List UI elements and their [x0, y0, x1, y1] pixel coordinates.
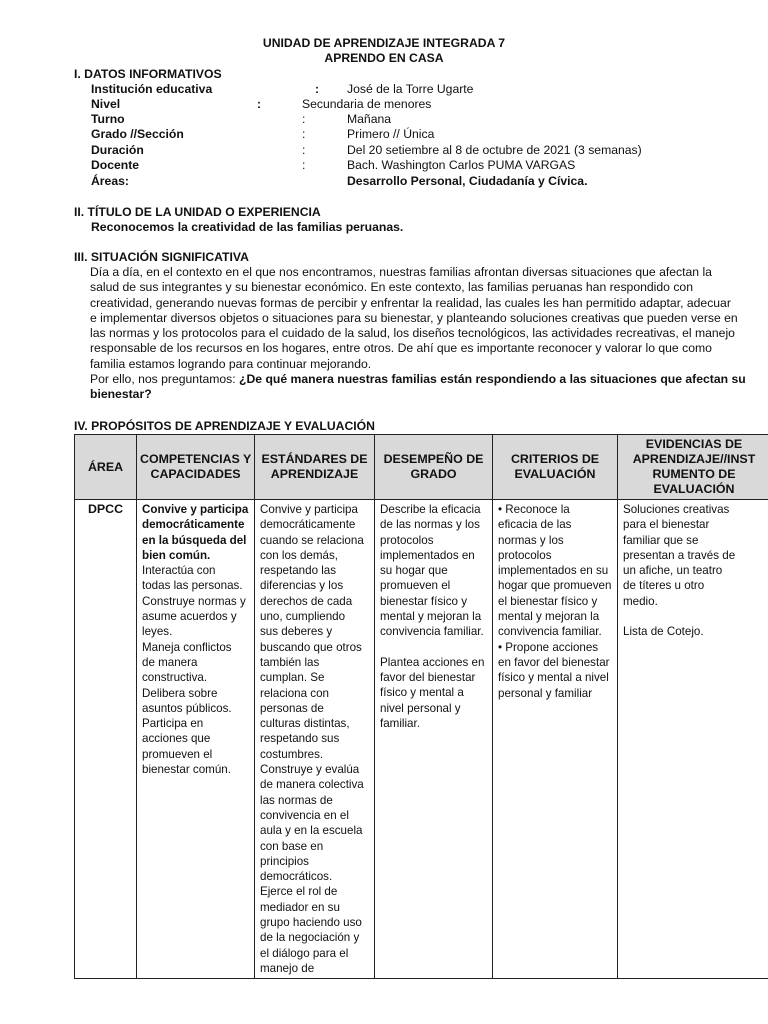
value-grado: Primero // Única	[347, 127, 435, 141]
paragraph-line: creatividad, generando nuevas formas de percibir y enfrentar la realidad, las cuales les han permitido adaptar, adecuar	[90, 295, 731, 310]
text-line: con base en	[260, 839, 324, 853]
text-line: protocolos	[498, 548, 552, 562]
cell-desempeno	[375, 500, 493, 979]
text-line: asume acuerdos y	[142, 610, 237, 624]
table-header-row	[75, 435, 768, 500]
paragraph-line: responsable de los recursos en los hogares, entre otros. De ahí que es importante reconocer y valorar lo que como	[90, 341, 712, 356]
cell-area: DPCC	[75, 500, 137, 979]
text-line: de manera	[142, 655, 198, 669]
text-line: convivencia familiar.	[498, 625, 602, 639]
capacidades-list	[142, 563, 249, 777]
value-institucion: José de la Torre Ugarte	[347, 82, 474, 96]
text-line: físico y mental a	[380, 686, 464, 700]
col-header-competencias	[137, 435, 255, 500]
text-line: GRADO	[410, 467, 457, 481]
text-line: EVALUACIÓN	[514, 467, 596, 481]
paragraph-line: las normas y los protocolos para el cuidado de la salud, los diseños tecnológicos, las actividades recreativas, el manejo	[90, 326, 735, 341]
text-line: democráticos.	[260, 870, 333, 884]
text-line: de las normas y los	[380, 518, 480, 532]
text-line: Describe la eficacia	[380, 503, 481, 516]
colon: :	[302, 127, 306, 141]
text-line: mental y mejoran la	[380, 610, 482, 624]
text-line: respetando sus	[260, 732, 340, 746]
text-line: culturas distintas,	[260, 717, 350, 731]
text-line: RUMENTO DE	[652, 467, 736, 481]
text-line: promueven el	[380, 579, 451, 593]
text-line: familiar que se	[623, 533, 699, 547]
text-line: el diálogo para el	[260, 946, 349, 960]
text-line: leyes.	[142, 625, 173, 639]
text-line: implementados en su	[498, 564, 609, 578]
text-line: APRENDIZAJE//INST	[632, 452, 756, 466]
text-line: EVALUACIÓN	[653, 482, 735, 496]
text-line: personal y familiar	[498, 686, 593, 700]
text-line: también las	[260, 655, 320, 669]
colon: :	[302, 143, 306, 157]
text-line: Convive y participa	[260, 503, 358, 516]
text-line: hogar que promueven	[498, 579, 612, 593]
value-areas: Desarrollo Personal, Ciudadanía y Cívica.	[347, 174, 588, 188]
text-line: Ejerce el rol de	[260, 885, 338, 899]
text-line: respetando las	[260, 564, 337, 578]
text-line: • Reconoce la	[498, 503, 570, 516]
text-line: mental y mejoran la	[498, 610, 600, 624]
learning-purposes-table	[74, 434, 768, 979]
text-line: manejo de	[260, 961, 315, 975]
unit-experience-title: Reconocemos la creatividad de las familias peruanas.	[91, 220, 404, 234]
text-line: bienestar común.	[142, 763, 231, 777]
value-docente: Bach. Washington Carlos PUMA VARGAS	[347, 158, 576, 172]
text-line: costumbres.	[260, 747, 324, 761]
text-line: asuntos públicos.	[142, 701, 232, 715]
question-line	[90, 372, 746, 387]
text-line: normas y los	[498, 533, 564, 547]
text-line: Delibera sobre	[142, 686, 218, 700]
paragraph-line: salud de sus integrantes y su bienestar económico. En este contexto, las familias peruanas han respondido con	[90, 280, 693, 295]
table-row	[75, 500, 768, 979]
label-grado: Grado //Sección	[91, 127, 184, 141]
text-line: implementados en	[380, 548, 475, 562]
text-line: Plantea acciones en	[380, 655, 485, 669]
col-header-estandares	[255, 435, 375, 500]
text-line: CAPACIDADES	[150, 467, 241, 481]
colon: :	[315, 82, 320, 96]
value-duracion: Del 20 setiembre al 8 de octubre de 2021 (3 semanas)	[347, 143, 642, 157]
text-line: principios	[260, 854, 309, 868]
unit-subtitle: APRENDO EN CASA	[324, 51, 444, 65]
paragraph-line: familia estamos logrando para continuar mejorando.	[90, 356, 372, 371]
question-text: ¿De qué manera nuestras familias están respondiendo a las situaciones que afectan su	[239, 372, 746, 387]
text-line: presentan a través de	[623, 548, 736, 562]
text-line: bienestar físico y	[380, 594, 467, 608]
section4-heading: IV. PROPÓSITOS DE APRENDIZAJE Y EVALUACIÓN	[74, 419, 375, 433]
text-line: cumplan. Se	[260, 671, 325, 685]
text-line: diferencias y los	[260, 579, 344, 593]
desempeno-paragraph-1	[380, 502, 487, 640]
text-line: Maneja conflictos	[142, 640, 232, 654]
value-turno: Mañana	[347, 112, 392, 126]
text-line: protocolos	[380, 533, 434, 547]
value-nivel: Secundaria de menores	[302, 97, 432, 111]
section2-heading: II. TÍTULO DE LA UNIDAD O EXPERIENCIA	[74, 205, 321, 219]
text-line: CRITERIOS DE	[510, 452, 600, 466]
text-line: buscando que otros	[260, 640, 362, 654]
text-line: para el bienestar	[623, 518, 710, 532]
text-line: su hogar que	[380, 564, 448, 578]
text-line: Convive y participa	[142, 503, 249, 516]
col-header-evidencias	[618, 435, 768, 500]
section1-heading: I. DATOS INFORMATIVOS	[74, 67, 222, 81]
text-line: grupo haciendo uso	[260, 916, 362, 930]
text-line: Interactúa con	[142, 564, 216, 578]
paragraph-line: Día a día, en el contexto en el que nos encontramos, nuestras familias afrontan diversas situaciones que afectan la	[90, 265, 712, 279]
text-line: Construye y evalúa	[260, 763, 360, 777]
col-header-area	[75, 435, 137, 500]
text-line: las normas de	[260, 793, 333, 807]
text-line: sus deberes y	[260, 625, 333, 639]
text-line: COMPETENCIAS Y	[140, 452, 252, 466]
cell-estandares	[255, 500, 375, 979]
colon: :	[257, 97, 262, 111]
text-line: bien común.	[142, 548, 211, 562]
label-areas: Áreas:	[91, 174, 129, 188]
text-line: constructiva.	[142, 671, 208, 685]
text-line: Participa en	[142, 717, 204, 731]
evidencias-text	[623, 502, 765, 609]
text-line: aula y en la escuela	[260, 824, 363, 838]
text-line: con los demás,	[260, 548, 338, 562]
text-line: • Propone acciones	[498, 640, 599, 654]
text-line: convivencia en el	[260, 808, 349, 822]
cell-competencias	[137, 500, 255, 979]
text-line: convivencia familiar.	[380, 625, 484, 639]
text-line: en la búsqueda del	[142, 533, 247, 547]
text-line: el bienestar físico y	[498, 594, 598, 608]
text-line: favor del bienestar	[380, 670, 476, 684]
competencia-title	[142, 502, 249, 563]
cell-evidencias	[618, 500, 768, 979]
label-docente: Docente	[91, 158, 140, 172]
paragraph-line: e implementar diversos objetos o situaciones para su bienestar, y planteando soluciones creativas que pueden verse en	[90, 310, 738, 325]
text-line: familiar.	[380, 716, 420, 730]
label-institucion: Institución educativa	[91, 82, 213, 96]
text-line: EVIDENCIAS DE	[645, 437, 743, 451]
question-text-cont: bienestar?	[90, 387, 152, 402]
text-line: Construye normas y	[142, 594, 246, 608]
text-line: ESTÁNDARES DE	[261, 452, 368, 466]
text-line: DESEMPEÑO DE	[383, 452, 484, 466]
col-header-criterios	[493, 435, 618, 500]
label-duracion: Duración	[91, 143, 144, 157]
text-line: todas las personas.	[142, 579, 243, 593]
text-line: democráticamente	[260, 518, 356, 532]
colon: :	[302, 112, 306, 126]
text-line: personas de	[260, 701, 324, 715]
unit-title: UNIDAD DE APRENDIZAJE INTEGRADA 7	[262, 36, 506, 50]
text-line: uno, cumpliendo	[260, 610, 346, 624]
significant-situation-text	[90, 265, 746, 403]
colon: :	[302, 158, 306, 172]
text-line: de manera colectiva	[260, 778, 364, 792]
text-line: eficacia de las	[498, 518, 572, 532]
text-line: mediador en su	[260, 900, 340, 914]
cell-criterios	[493, 500, 618, 979]
instrumento-text: Lista de Cotejo.	[623, 625, 704, 639]
question-prefix: Por ello, nos preguntamos:	[90, 372, 240, 387]
label-nivel: Nivel	[91, 97, 121, 111]
text-line: físico y mental a nivel	[498, 671, 609, 685]
col-header-desempeno	[375, 435, 493, 500]
text-line: Soluciones creativas	[623, 503, 730, 516]
text-line: APRENDIZAJE	[270, 467, 359, 481]
desempeno-paragraph-2	[380, 655, 487, 731]
text-line: ÁREA	[87, 459, 124, 474]
text-line: cuando se relaciona	[260, 533, 364, 547]
text-line: de la negociación y	[260, 931, 360, 945]
text-line: democráticamente	[142, 518, 245, 532]
label-turno: Turno	[91, 112, 125, 126]
text-line: en favor del bienestar	[498, 655, 610, 669]
text-line: nivel personal y	[380, 701, 461, 715]
text-line: relaciona con	[260, 686, 329, 700]
text-line: acciones que	[142, 732, 211, 746]
text-line: un afiche, un teatro	[623, 564, 723, 578]
text-line: de títeres u otro	[623, 579, 705, 593]
text-line: medio.	[623, 594, 658, 608]
text-line: promueven el	[142, 747, 213, 761]
section3-heading: III. SITUACIÓN SIGNIFICATIVA	[74, 250, 249, 264]
text-line: derechos de cada	[260, 594, 353, 608]
